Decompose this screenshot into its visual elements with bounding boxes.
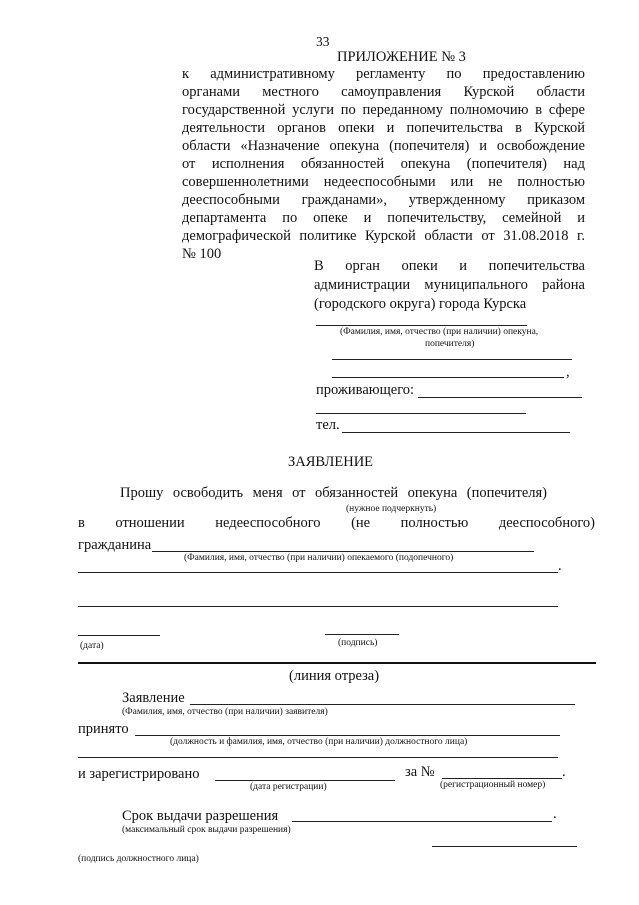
guardian-name-line[interactable] xyxy=(316,325,527,326)
signature-hint: (подпись) xyxy=(338,638,378,648)
deadline-label: Срок выдачи разрешения xyxy=(122,808,279,824)
phone-label: тел. xyxy=(316,417,340,433)
relation-line xyxy=(78,515,595,532)
appendix-line: государственной услуги по переданному полномочию в сфере xyxy=(182,102,585,118)
relation-text: в отношении недееспособного (не полностью дееспособного) xyxy=(78,515,595,531)
guardian-name-hint-2: попечителя) xyxy=(425,339,475,349)
appendix-line: № 100 xyxy=(182,246,222,262)
appendix-line: департамента по опеке и попечительству, семейной и xyxy=(182,210,585,226)
registration-date-line[interactable] xyxy=(215,780,395,781)
date-hint: (дата) xyxy=(80,641,104,651)
statement-title: ЗАЯВЛЕНИЕ xyxy=(288,454,374,470)
appendix-text xyxy=(182,66,585,264)
accepted-label: принято xyxy=(78,721,129,737)
request-line xyxy=(120,485,547,502)
ward-extra-line-2[interactable] xyxy=(78,606,558,607)
deadline-line[interactable] xyxy=(292,821,552,822)
guardian-name-hint-1: (Фамилия, имя, отчество (при наличии) опекуна, xyxy=(340,327,539,337)
registration-date-hint: (дата регистрации) xyxy=(250,782,327,792)
registration-number-hint: (регистрационный номер) xyxy=(440,780,546,790)
receipt-period: . xyxy=(562,764,566,780)
official-name-line[interactable] xyxy=(135,735,560,736)
addressee-line: администрации муниципального района xyxy=(314,277,585,293)
addressee-line: (городского округа) города Курска xyxy=(314,296,527,312)
phone-line[interactable] xyxy=(342,432,570,433)
date-line[interactable] xyxy=(78,635,160,636)
applicant-name-line[interactable] xyxy=(190,704,575,705)
appendix-line: совершеннолетними недееспособными или не полностью xyxy=(182,174,585,190)
ward-name-line[interactable] xyxy=(152,551,534,552)
addressee-block xyxy=(314,258,585,315)
ward-name-hint: (Фамилия, имя, отчество (при наличии) опекаемого (подопечного) xyxy=(184,553,454,563)
appendix-title: ПРИЛОЖЕНИЕ № 3 xyxy=(337,49,466,65)
applicant-name-hint: (Фамилия, имя, отчество (при наличии) заявителя) xyxy=(122,707,328,717)
deadline-period: . xyxy=(553,806,557,822)
citizen-label: гражданина xyxy=(78,537,152,553)
receipt-statement-label: Заявление xyxy=(122,690,185,706)
address-line-1[interactable] xyxy=(418,397,582,398)
appendix-line: органами местного самоуправления Курской области xyxy=(182,84,585,100)
addressee-line: В орган опеки и попечительства xyxy=(314,258,585,274)
number-label: за № xyxy=(405,764,435,780)
official-extra-line[interactable] xyxy=(78,757,558,758)
signature-line[interactable] xyxy=(325,634,399,635)
comma: , xyxy=(566,364,570,380)
request-text: Прошу освободить меня от обязанностей опекуна (попечителя) xyxy=(120,485,547,501)
address-line-2[interactable] xyxy=(316,413,526,414)
residing-label: проживающего: xyxy=(316,382,415,398)
deadline-hint: (максимальный срок выдачи разрешения) xyxy=(122,825,291,835)
appendix-line: от исполнения обязанностей опекуна (попечителя) над xyxy=(182,156,585,172)
official-signature-line[interactable] xyxy=(432,846,577,847)
registration-number-line[interactable] xyxy=(442,778,562,779)
cut-line-label: (линия отреза) xyxy=(289,668,380,684)
official-signature-hint: (подпись должностного лица) xyxy=(78,854,199,864)
cut-line xyxy=(78,662,596,664)
guardian-name-line-3[interactable] xyxy=(332,377,564,378)
appendix-line: дееспособными гражданами», утвержденному приказом xyxy=(182,192,585,208)
underline-hint: (нужное подчеркнуть) xyxy=(346,504,437,514)
ward-extra-line-1[interactable] xyxy=(78,572,558,573)
page-number: 33 xyxy=(316,34,330,49)
registered-label: и зарегистрировано xyxy=(78,766,200,782)
appendix-line: демографической политике Курской области от 31.08.2018 г. xyxy=(182,228,585,244)
period: . xyxy=(558,558,562,574)
official-name-hint: (должность и фамилия, имя, отчество (при наличии) должностного лица) xyxy=(170,737,468,747)
appendix-line: к административному регламенту по предоставлению xyxy=(182,66,585,82)
appendix-line: области «Назначение опекуна (попечителя) и освобождение xyxy=(182,138,585,154)
appendix-line: деятельности органов опеки и попечительства в Курской xyxy=(182,120,585,136)
guardian-name-line-2[interactable] xyxy=(332,359,572,360)
